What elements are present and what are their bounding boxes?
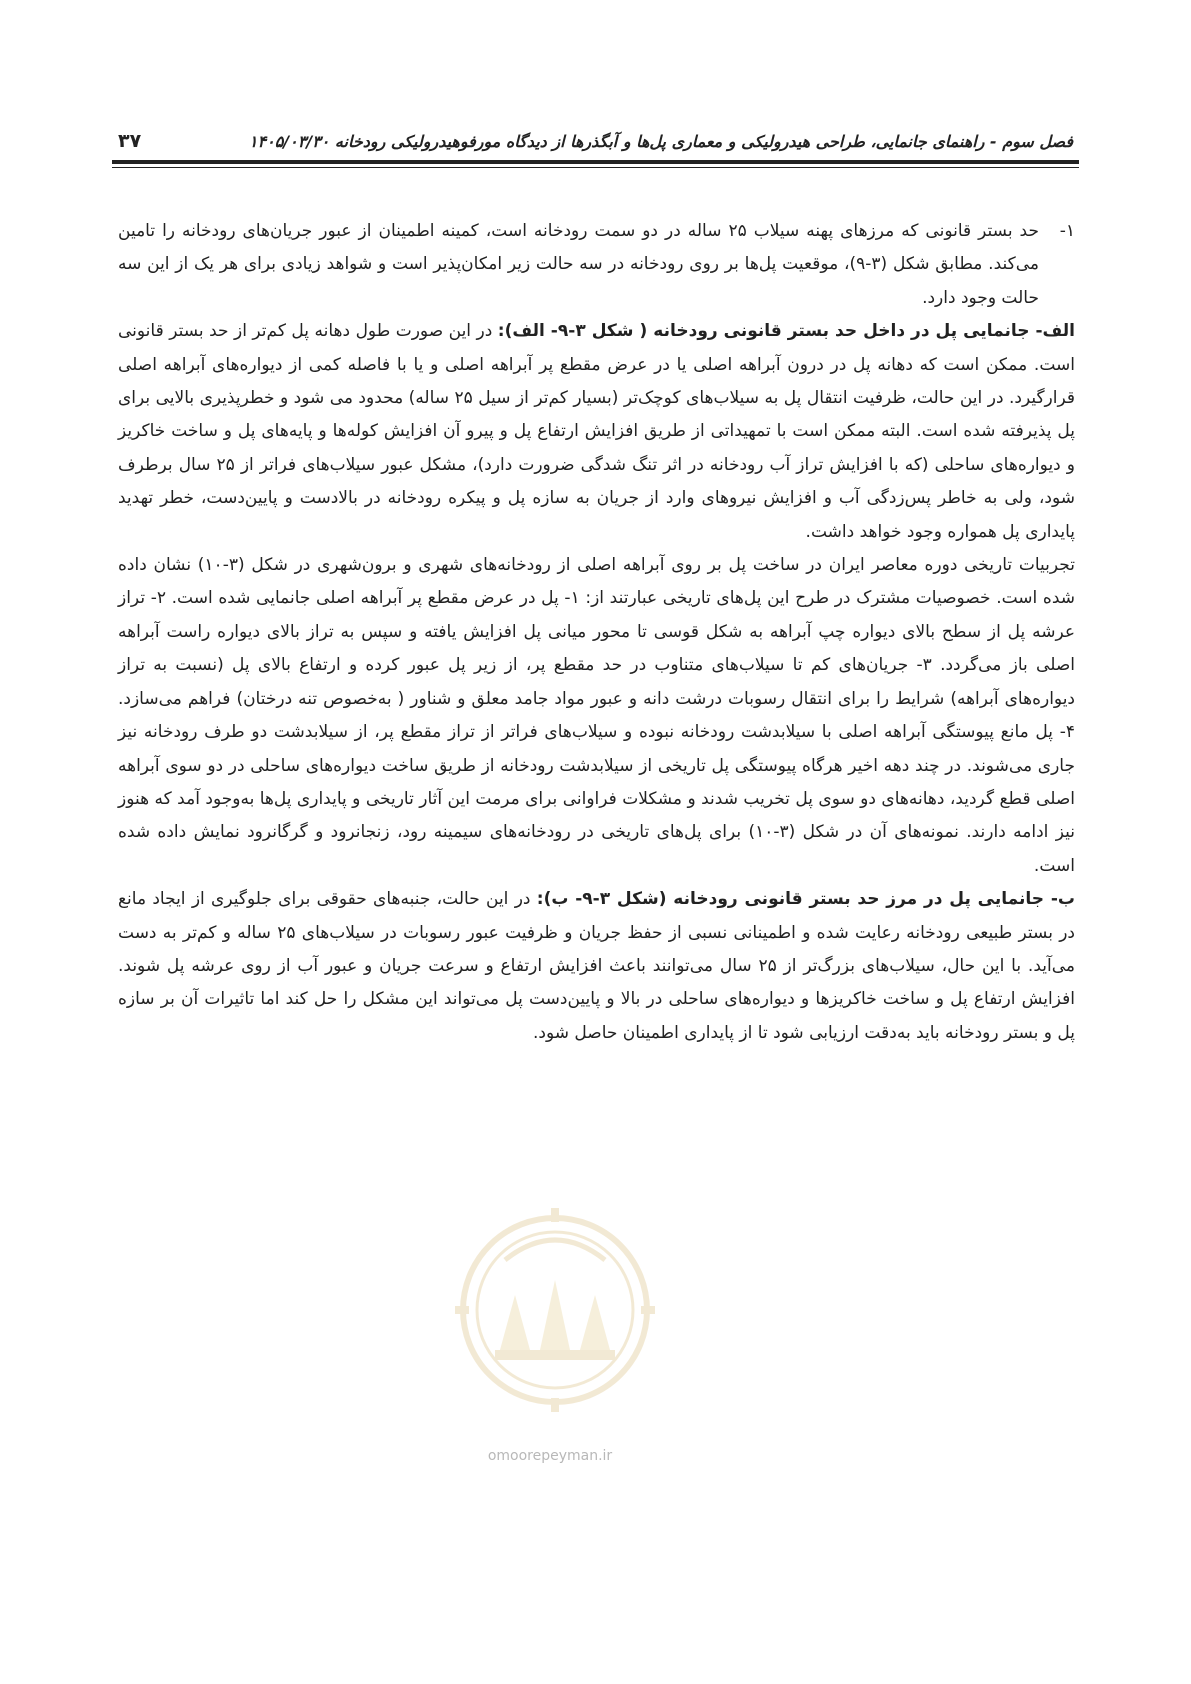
page-body	[118, 215, 1075, 1050]
running-header	[118, 128, 1073, 154]
section-b-text: در این حالت، جنبه‌های حقوقی برای جلوگیری از ایجاد مانع در بستر طبیعی رودخانه رعایت شده و اطمینانی نسبی از حفظ جریان و ظرفیت عبور رسوبات در سیلاب‌های ۲۵ ساله و کم‌تر به دست می‌آید. با این حال، سیلاب‌های بزرگ‌تر از ۲۵ سال می‌توانند باعث افزایش ارتفاع و سرعت جریان و عبور آب از روی عرشه پل شوند. افزایش ارتفاع پل و ساخت خاکریزها و دیواره‌های ساحلی در بالا و پایین‌دست پل می‌تواند این مشکل را حل کند اما تاثیرات آن بر سازه پل و بستر رودخانه باید به‌دقت ارزیابی شود تا از پایداری اطمینان حاصل شود.	[118, 889, 1075, 1043]
numbered-item-1	[118, 215, 1075, 315]
item-1-text: حد بستر قانونی که مرزهای پهنه سیلاب ۲۵ ساله در دو سمت رودخانه است، کمینه اطمینان از عبور جریان‌های رودخانه را تامین می‌کند. مطابق شکل (۳-۹)، موقعیت پل‌ها بر روی رودخانه در سه حالت زیر امکان‌پذیر است و شواهد زیادی برای هر یک از این سه حالت وجود دارد.	[118, 221, 1039, 308]
watermark-logo-icon	[455, 1200, 655, 1430]
header-rule-thin	[112, 167, 1079, 168]
historical-bridges-paragraph: تجربیات تاریخی دوره معاصر ایران در ساخت پل بر روی آبراهه اصلی از رودخانه‌های شهری و برون‌شهری در شکل (۳-۱۰) نشان داده شده است. خصوصیات مشترک در طرح این پل‌های تاریخی عبارتند از: ۱- پل در عرض مقطع پر آبراهه اصلی جانمایی شده است. ۲- تراز عرشه پل از سطح بالای دیواره چپ آبراهه به شکل قوسی تا محور میانی پل افزایش یافته و سپس به تراز بالای دیواره راست آبراهه اصلی باز می‌گردد. ۳- جریان‌های کم تا سیلاب‌های متناوب در حد مقطع پر، از زیر پل عبور کرده و ارتفاع بالای پل (نسبت به تراز دیواره‌های آبراهه) شرایط را برای انتقال رسوبات درشت دانه و عبور مواد جامد معلق و شناور ( به‌خصوص تنه درختان) فراهم می‌سازد. ۴- پل مانع پیوستگی آبراهه اصلی با سیلابدشت رودخانه نبوده و سیلاب‌های فراتر از تراز مقطع پر، از سیلابدشت دو طرف رودخانه نیز جاری می‌شوند. در چند دهه اخیر هرگاه پیوستگی پل تاریخی از سیلابدشت رودخانه از طریق ساخت دیواره‌های ساحلی در دو سوی آبراهه اصلی قطع گردید، دهانه‌های دو سوی پل تخریب شدند و مشکلات فراوانی برای مرمت این آثار تاریخی و پایداری پل‌ها به‌وجود آمد که هنوز نیز ادامه دارند. نمونه‌های آن در شکل (۳-۱۰) برای پل‌های تاریخی در رودخانه‌های سیمینه رود، زنجانرود و گرگانرود نمایش داده شده است.	[118, 555, 1075, 876]
header-rule-thick	[112, 160, 1079, 164]
section-a-paragraph	[118, 315, 1075, 549]
section-b-paragraph	[118, 883, 1075, 1050]
section-a-heading: الف- جانمایی پل در داخل حد بستر قانونی رودخانه ( شکل ۳-۹- الف):	[497, 321, 1076, 342]
section-a-text: در این صورت طول دهانه پل کم‌تر از حد بستر قانونی است. ممکن است که دهانه پل در درون آبراهه اصلی یا در عرض مقطع پر آبراهه اصلی و یا با فاصله کمی از دیواره‌های آبراهه اصلی قرارگیرد. در این حالت، ظرفیت انتقال پل به سیلاب‌های کوچک‌تر (بسیار کم‌تر از سیل ۲۵ ساله) محدود می شود و خطرپذیری بالایی برای پل پذیرفته شده است. البته ممکن است با تمهیداتی از طریق افزایش ارتفاع پل و پیرو آن افزایش کوله‌ها و پایه‌های پل و ساخت خاکریز و دیواره‌های ساحلی (که با افزایش تراز آب رودخانه در اثر تنگ شدگی ضرورت دارد)، مشکل عبور سیلاب‌های فراتر از ۲۵ سال برطرف شود، ولی به خاطر پس‌زدگی آب و افزایش نیروهای وارد از جریان به سازه پل و پیکره رودخانه در بالادست و پایین‌دست، خطر تهدید پایداری پل همواره وجود خواهد داشت.	[118, 321, 1075, 542]
item-number: ۱-	[1059, 221, 1075, 241]
watermark-url: omoorepeyman.ir	[487, 1448, 613, 1464]
chapter-title: فصل سوم - راهنمای جانمایی، طراحی هیدرولیکی و معماری پل‌ها و آبگذرها از دیدگاه مورفوهیدرولیکی رودخانه ۱۴۰۵/۰۳/۳۰	[248, 131, 1073, 151]
page-number: ۳۷	[118, 130, 142, 152]
section-b-heading: ب- جانمایی پل در مرز حد بستر قانونی رودخانه (شکل ۳-۹- ب):	[536, 889, 1075, 910]
